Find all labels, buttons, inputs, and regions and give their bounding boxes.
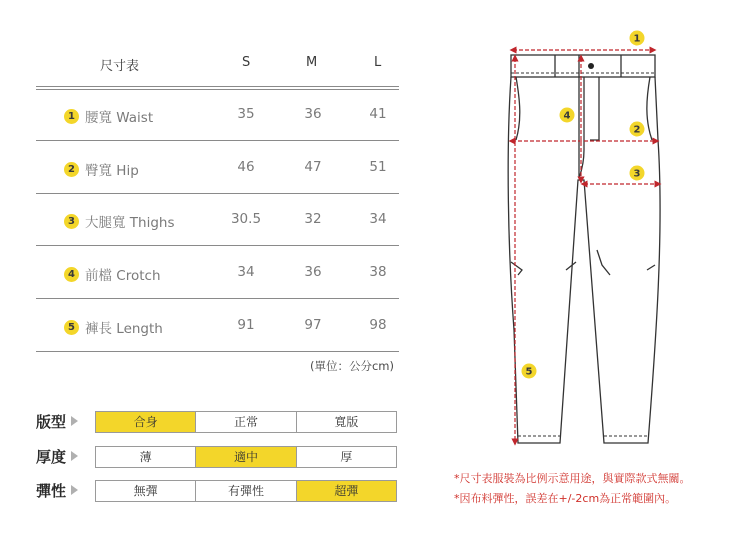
diagram-marker-4-label: 4	[563, 110, 571, 122]
fit-option: 寬版	[296, 412, 396, 432]
row-divider	[36, 298, 399, 299]
marker-2-badge: 2	[64, 162, 79, 177]
table-cell: 30.5	[230, 211, 262, 227]
row-name: 腰寬 Waist	[85, 110, 154, 126]
table-row-label	[64, 106, 153, 126]
unit-label: (單位：公分cm)	[310, 359, 394, 373]
table-cell: 32	[304, 211, 322, 227]
row-name: 臀寬 Hip	[85, 163, 139, 179]
header-divider-top	[36, 86, 399, 87]
table-cell: 35	[237, 106, 255, 122]
row-divider	[36, 351, 399, 352]
disclaimer-note: *尺寸表服裝為比例示意用途，與實際款式無關。	[454, 472, 691, 485]
table-cell: 41	[369, 106, 387, 122]
triangle-right-icon	[71, 451, 78, 461]
button-dot	[588, 63, 594, 69]
attr-label-thickness: 厚度	[36, 446, 78, 467]
thickness-option: 適中	[195, 447, 295, 467]
marker-1-badge: 1	[64, 109, 79, 124]
fit-option: 合身	[96, 412, 195, 432]
table-cell: 98	[369, 317, 387, 333]
tolerance-note: *因布料彈性，誤差在+/-2cm為正常範圍內。	[454, 492, 677, 505]
attr-label-elasticity: 彈性	[36, 480, 78, 501]
table-cell: 91	[237, 317, 255, 333]
row-name: 前檔 Crotch	[85, 268, 161, 284]
table-cell: 38	[369, 264, 387, 280]
table-row-label	[64, 317, 163, 337]
diagram-marker-1-label: 1	[633, 33, 641, 45]
table-header-title: 尺寸表	[100, 59, 140, 74]
thickness-options	[95, 446, 397, 468]
table-header-s: S	[242, 55, 251, 70]
elasticity-option: 無彈	[133, 484, 158, 498]
triangle-right-icon	[71, 485, 78, 495]
table-row-label	[64, 211, 175, 231]
marker-5-badge: 5	[64, 320, 79, 335]
thickness-option: 厚	[296, 447, 396, 467]
marker-4-badge: 4	[64, 267, 79, 282]
row-divider	[36, 245, 399, 246]
table-cell: 34	[369, 211, 387, 227]
row-divider	[36, 193, 399, 194]
table-row-label	[64, 264, 161, 284]
marker-3-badge: 3	[64, 214, 79, 229]
table-cell: 46	[237, 159, 255, 175]
table-cell: 51	[369, 159, 387, 175]
header-divider-bottom	[36, 89, 399, 90]
table-cell: 34	[237, 264, 255, 280]
row-name: 大腿寬 Thighs	[85, 215, 175, 231]
measure-lines	[512, 50, 658, 442]
table-row-label	[64, 159, 139, 179]
thickness-option: 薄	[139, 450, 152, 464]
pants-outline	[508, 55, 660, 443]
elasticity-option: 有彈性	[195, 481, 295, 501]
triangle-right-icon	[71, 416, 78, 426]
table-cell: 36	[304, 264, 322, 280]
fit-option: 正常	[195, 412, 295, 432]
table-cell: 47	[304, 159, 322, 175]
elasticity-option: 超彈	[296, 481, 396, 501]
diagram-marker-3-label: 3	[633, 168, 641, 180]
row-divider	[36, 140, 399, 141]
fit-options	[95, 411, 397, 433]
pants-diagram	[490, 20, 690, 460]
attr-label-fit: 版型	[36, 411, 78, 432]
elasticity-options	[95, 480, 397, 502]
table-header-l: L	[374, 55, 382, 70]
diagram-markers	[522, 31, 645, 379]
diagram-marker-2-label: 2	[633, 124, 641, 136]
diagram-marker-5-label: 5	[525, 366, 533, 378]
table-cell: 36	[304, 106, 322, 122]
row-name: 褲長 Length	[85, 321, 163, 337]
table-header-m: M	[306, 55, 318, 70]
table-cell: 97	[304, 317, 322, 333]
